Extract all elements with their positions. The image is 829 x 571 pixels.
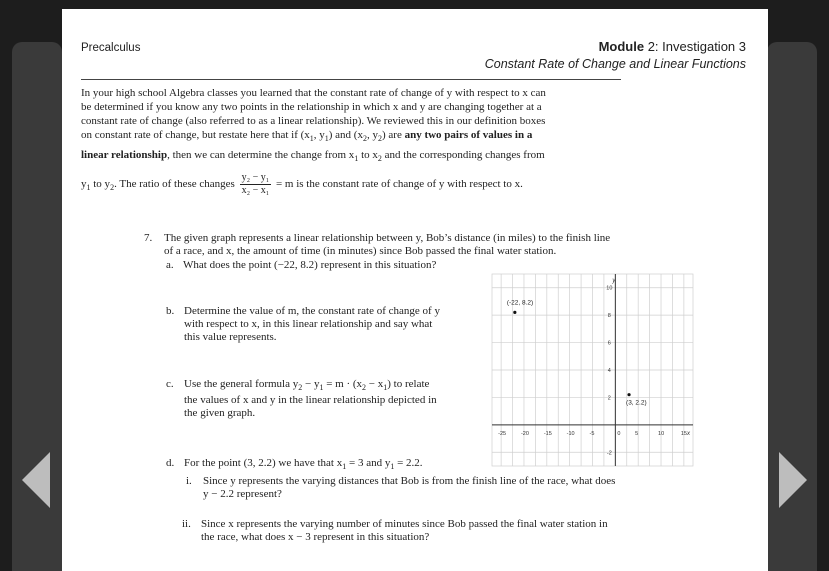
- x-tick-label: 15: [680, 430, 687, 437]
- coordinate-graph: [490, 270, 695, 470]
- y-tick-label: 6: [607, 340, 611, 347]
- part-d-ii-text: Since x represents the varying number of minutes since Bob passed the final water station in the race, what does x − 3 represent in this situation?: [201, 518, 608, 543]
- y-axis-label: y: [612, 278, 616, 284]
- x-tick-label: 10: [658, 430, 665, 437]
- part-d-ii-label: ii.: [182, 518, 191, 530]
- intro-line-4: on constant rate of change, but restate here that if ($x_1$, $y_1$) and ($x_2$, $y_2$) are any two pairs of values in a: [81, 129, 533, 144]
- part-a-text: What does the point (−22, 8.2) represent in this situation?: [183, 259, 437, 271]
- y-tick-label: 8: [607, 313, 611, 320]
- y-tick-label: 10: [606, 285, 613, 292]
- module-word: Module: [598, 39, 645, 54]
- y-tick-label: -2: [606, 450, 612, 457]
- part-d-text: For the point (3, 2.2) we have that $x_1 = 3$ and $y_1 = 2.2$.: [184, 457, 423, 472]
- part-c-text: Use the general formula $y_2 - y_1 = m \cdot (x_2 - x_1)$ to relate the values of x and y in the linear relationship depicted in the given graph.: [184, 378, 437, 420]
- module-title: [599, 39, 746, 54]
- data-point: [627, 393, 630, 396]
- chevron-left-icon[interactable]: [22, 452, 50, 508]
- part-d-label: d.: [166, 457, 175, 469]
- graph-points: [507, 299, 647, 406]
- part-c-label: c.: [166, 378, 174, 390]
- x-tick-label: -5: [589, 430, 595, 437]
- intro-line-5: linear relationship, then we can determine the change from $x_1$ to $x_2$ and the corresponding changes from: [81, 149, 545, 164]
- question-7-stem: The given graph represents a linear relationship between y, Bob’s distance (in miles) to the finish line of a race, and x, the amount of time (in minutes) since Bob passed the final water station.: [164, 232, 611, 257]
- intro-paragraph: [81, 86, 623, 197]
- rate-fraction: $\frac{\text{y₂ − y₁}}{\text{x₂ − x₁}}$: [241, 172, 270, 197]
- data-point-label: (3, 2.2): [626, 399, 647, 407]
- x-tick-label: -25: [498, 430, 507, 437]
- header-divider: [81, 79, 621, 80]
- part-b-label: b.: [166, 305, 175, 317]
- part-a-label: a.: [166, 259, 174, 271]
- x-tick-label: -15: [543, 430, 552, 437]
- x-axis-label: x: [687, 430, 690, 437]
- intro-line-6: $y_1$ to $y_2$. The ratio of these changes $\frac{\text{y₂ − y₁}}{\text{x₂ − x₁}}$ = m is the constant rate of change of y with respect to x.: [81, 172, 523, 197]
- y-tick-label: 4: [607, 368, 611, 374]
- part-d-i-label: i.: [186, 475, 192, 487]
- x-tick-label: -10: [566, 430, 575, 437]
- y-tick-label: 2: [607, 395, 611, 402]
- data-point-label: (-22, 8.2): [506, 299, 534, 307]
- module-number: 2: Investigation 3: [644, 39, 746, 54]
- part-d-i-text: Since y represents the varying distances that Bob is from the finish line of the race, what does y − 2.2 represent?: [203, 475, 616, 500]
- chevron-right-icon[interactable]: [779, 452, 807, 508]
- part-b-text: Determine the value of m, the constant rate of change of y with respect to x, in this linear relationship and say what this value represents.: [184, 305, 440, 343]
- intro-line-3: constant rate of change (also referred to as a linear relationship). We reviewed this in our definition boxes: [81, 115, 546, 127]
- x-tick-label: -20: [520, 430, 529, 437]
- data-point: [513, 311, 516, 314]
- question-7-number: 7.: [144, 232, 153, 244]
- x-tick-label: 5: [635, 430, 639, 437]
- module-subtitle: Constant Rate of Change and Linear Functions: [484, 57, 746, 71]
- intro-line-2: be determined if you know any two points in the relationship in which x and y are changing together at a: [81, 101, 542, 113]
- x-tick-label: 0: [617, 430, 621, 437]
- intro-line-1: In your high school Algebra classes you learned that the constant rate of change of y with respect to x can: [81, 87, 546, 99]
- course-title: Precalculus: [81, 42, 141, 54]
